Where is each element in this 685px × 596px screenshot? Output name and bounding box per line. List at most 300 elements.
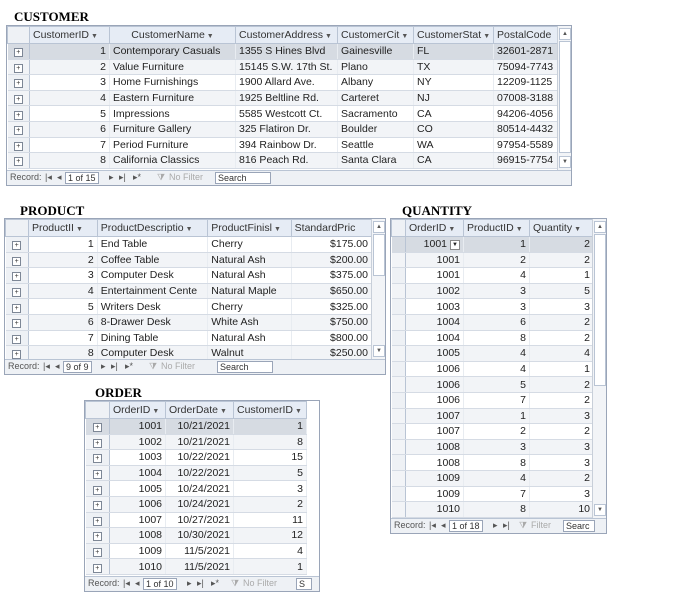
table-cell[interactable]: Coffee Table: [97, 252, 208, 268]
table-cell[interactable]: 5585 Westcott Ct.: [236, 106, 338, 122]
table-cell[interactable]: 11: [234, 512, 307, 528]
table-cell[interactable]: 325 Flatiron Dr.: [236, 121, 338, 137]
table-cell[interactable]: 1: [234, 559, 307, 575]
record-position[interactable]: 9 of 9: [63, 361, 92, 373]
column-header-productdescription[interactable]: ProductDescriptio ▼: [97, 220, 208, 237]
table-cell[interactable]: 8: [28, 346, 97, 362]
table-cell[interactable]: 1: [530, 361, 594, 377]
table-cell[interactable]: 1003: [406, 299, 464, 315]
table-row[interactable]: [6, 283, 372, 299]
row-selector[interactable]: [86, 481, 110, 497]
table-row[interactable]: [392, 377, 594, 393]
first-record-icon[interactable]: |◂: [43, 361, 50, 371]
table-cell[interactable]: 4: [464, 268, 530, 284]
table-cell[interactable]: 10/21/2021: [166, 419, 234, 435]
row-selector[interactable]: [86, 465, 110, 481]
table-row[interactable]: [8, 106, 559, 122]
table-cell[interactable]: 8: [234, 434, 307, 450]
table-cell[interactable]: Natural Maple: [208, 283, 291, 299]
table-cell[interactable]: Natural Ash: [208, 252, 291, 268]
row-selector[interactable]: [392, 502, 406, 518]
table-cell[interactable]: 3: [530, 299, 594, 315]
first-record-icon[interactable]: |◂: [429, 520, 436, 530]
row-selector[interactable]: [392, 314, 406, 330]
table-cell[interactable]: 1005: [406, 346, 464, 362]
table-cell[interactable]: Contemporary Casuals: [110, 44, 236, 60]
table-cell[interactable]: California Classics: [110, 153, 236, 169]
column-header-orderid[interactable]: OrderID ▼: [110, 402, 166, 419]
table-cell[interactable]: Value Furniture: [110, 59, 236, 75]
row-selector[interactable]: [392, 237, 406, 253]
table-cell[interactable]: 1001 ▼: [406, 237, 464, 253]
row-selector[interactable]: [392, 283, 406, 299]
row-selector[interactable]: [392, 268, 406, 284]
table-cell[interactable]: Albany: [338, 75, 414, 91]
plus-box-icon[interactable]: +: [93, 439, 102, 448]
table-cell[interactable]: CA: [414, 106, 494, 122]
table-row[interactable]: [86, 528, 307, 544]
table-row[interactable]: [86, 434, 307, 450]
table-cell[interactable]: Computer Desk: [97, 346, 208, 362]
row-selector[interactable]: [6, 268, 29, 284]
plus-box-icon[interactable]: +: [93, 454, 102, 463]
table-cell[interactable]: 8-Drawer Desk: [97, 314, 208, 330]
table-cell[interactable]: Gainesville: [338, 44, 414, 60]
table-cell[interactable]: Entertainment Cente: [97, 283, 208, 299]
table-cell[interactable]: 394 Rainbow Dr.: [236, 137, 338, 153]
record-position[interactable]: 1 of 15: [65, 172, 99, 184]
table-cell[interactable]: 11/5/2021: [166, 543, 234, 559]
table-row[interactable]: [6, 237, 372, 253]
row-selector[interactable]: [8, 153, 30, 169]
table-cell[interactable]: 8: [464, 455, 530, 471]
table-cell[interactable]: 7: [30, 137, 110, 153]
column-header-customerstate[interactable]: CustomerStat ▼: [414, 27, 494, 44]
plus-box-icon[interactable]: +: [14, 126, 23, 135]
table-row[interactable]: [6, 314, 372, 330]
row-selector[interactable]: [6, 283, 29, 299]
table-cell[interactable]: 1002: [110, 434, 166, 450]
table-cell[interactable]: 5: [234, 465, 307, 481]
table-cell[interactable]: 3: [464, 439, 530, 455]
table-cell[interactable]: Santa Clara: [338, 153, 414, 169]
table-cell[interactable]: Furniture Gallery: [110, 121, 236, 137]
table-cell[interactable]: 10/22/2021: [166, 450, 234, 466]
next-record-icon[interactable]: ▸: [109, 172, 114, 182]
previous-record-icon[interactable]: ◂: [441, 520, 446, 530]
record-position[interactable]: 1 of 10: [143, 578, 177, 590]
caret-down-icon[interactable]: ▼: [206, 33, 214, 40]
table-cell[interactable]: 2: [530, 314, 594, 330]
table-cell[interactable]: 1: [530, 268, 594, 284]
row-selector[interactable]: [86, 528, 110, 544]
table-cell[interactable]: Natural Ash: [208, 330, 291, 346]
table-row[interactable]: [8, 137, 559, 153]
scroll-up-icon[interactable]: ▲: [373, 221, 385, 233]
table-row[interactable]: [392, 424, 594, 440]
table-row[interactable]: [392, 455, 594, 471]
table-cell[interactable]: 3: [30, 75, 110, 91]
table-row[interactable]: [392, 408, 594, 424]
row-selector[interactable]: [6, 237, 29, 253]
caret-down-icon[interactable]: ▼: [273, 226, 281, 233]
row-selector[interactable]: [392, 252, 406, 268]
row-selector-header[interactable]: [86, 402, 110, 419]
table-cell[interactable]: Natural Ash: [208, 268, 291, 284]
table-cell[interactable]: Seattle: [338, 137, 414, 153]
table-cell[interactable]: 1009: [110, 543, 166, 559]
row-selector[interactable]: [8, 90, 30, 106]
caret-down-icon[interactable]: ▼: [91, 33, 98, 40]
table-row[interactable]: [392, 502, 594, 518]
table-cell[interactable]: 3: [28, 268, 97, 284]
first-record-icon[interactable]: |◂: [123, 578, 130, 588]
plus-box-icon[interactable]: +: [93, 548, 102, 557]
table-cell[interactable]: 1009: [406, 486, 464, 502]
row-selector[interactable]: [86, 434, 110, 450]
table-cell[interactable]: White Ash: [208, 314, 291, 330]
table-cell[interactable]: 4: [234, 543, 307, 559]
table-row[interactable]: [86, 450, 307, 466]
table-cell[interactable]: 5: [530, 283, 594, 299]
plus-box-icon[interactable]: +: [93, 501, 102, 510]
table-cell[interactable]: $200.00: [291, 252, 371, 268]
table-cell[interactable]: Writers Desk: [97, 299, 208, 315]
new-record-icon[interactable]: ▸*: [125, 361, 134, 371]
table-cell[interactable]: 12: [234, 528, 307, 544]
row-selector[interactable]: [8, 75, 30, 91]
table-cell[interactable]: Eastern Furniture: [110, 90, 236, 106]
table-row[interactable]: [6, 268, 372, 284]
table-cell[interactable]: $325.00: [291, 299, 371, 315]
previous-record-icon[interactable]: ◂: [135, 578, 140, 588]
table-cell[interactable]: 2: [530, 377, 594, 393]
column-header-productfinish[interactable]: ProductFinisl ▼: [208, 220, 291, 237]
table-row[interactable]: [86, 481, 307, 497]
table-row[interactable]: [8, 153, 559, 169]
row-selector[interactable]: [392, 330, 406, 346]
caret-down-icon[interactable]: ▼: [401, 33, 409, 40]
table-cell[interactable]: 1004: [406, 314, 464, 330]
table-row[interactable]: [392, 392, 594, 408]
row-selector[interactable]: [8, 137, 30, 153]
table-cell[interactable]: 7: [28, 330, 97, 346]
table-cell[interactable]: 10/24/2021: [166, 481, 234, 497]
table-row[interactable]: [392, 314, 594, 330]
table-cell[interactable]: 8: [464, 502, 530, 518]
table-cell[interactable]: Cherry: [208, 299, 291, 315]
table-cell[interactable]: 11/5/2021: [166, 559, 234, 575]
row-selector[interactable]: [8, 44, 30, 60]
table-cell[interactable]: 1001: [406, 268, 464, 284]
table-cell[interactable]: $750.00: [291, 314, 371, 330]
table-cell[interactable]: 10/27/2021: [166, 512, 234, 528]
scroll-thumb[interactable]: [373, 234, 385, 276]
table-row[interactable]: [8, 121, 559, 137]
row-selector[interactable]: [86, 543, 110, 559]
table-cell[interactable]: $175.00: [291, 237, 371, 253]
table-cell[interactable]: Plano: [338, 59, 414, 75]
table-cell[interactable]: NJ: [414, 90, 494, 106]
table-row[interactable]: [6, 252, 372, 268]
table-cell[interactable]: 15145 S.W. 17th St.: [236, 59, 338, 75]
scroll-up-icon[interactable]: ▲: [559, 28, 571, 40]
caret-down-icon[interactable]: ▼: [448, 226, 456, 233]
table-cell[interactable]: Boulder: [338, 121, 414, 137]
scroll-down-icon[interactable]: ▼: [594, 504, 606, 516]
plus-box-icon[interactable]: +: [93, 564, 102, 573]
last-record-icon[interactable]: ▸|: [111, 361, 118, 371]
next-record-icon[interactable]: ▸: [493, 520, 498, 530]
table-cell[interactable]: 1001: [406, 252, 464, 268]
table-cell[interactable]: 2: [530, 392, 594, 408]
table-cell[interactable]: Computer Desk: [97, 268, 208, 284]
table-cell[interactable]: 1007: [110, 512, 166, 528]
plus-box-icon[interactable]: +: [14, 157, 23, 166]
column-header-customerid[interactable]: CustomerID ▼: [234, 402, 307, 419]
table-cell[interactable]: FL: [414, 44, 494, 60]
table-cell[interactable]: 75094-7743: [494, 59, 559, 75]
table-cell[interactable]: 6: [28, 314, 97, 330]
table-cell[interactable]: 94206-4056: [494, 106, 559, 122]
row-selector[interactable]: [6, 299, 29, 315]
row-selector-header[interactable]: [6, 220, 29, 237]
table-row[interactable]: [8, 90, 559, 106]
table-cell[interactable]: Walnut: [208, 346, 291, 362]
table-cell[interactable]: 2: [234, 496, 307, 512]
row-selector[interactable]: [392, 470, 406, 486]
filter-icon[interactable]: ⧩: [519, 520, 528, 530]
caret-down-icon[interactable]: ▼: [483, 33, 491, 40]
plus-box-icon[interactable]: +: [93, 470, 102, 479]
table-cell[interactable]: 1007: [406, 408, 464, 424]
row-selector[interactable]: [86, 450, 110, 466]
table-cell[interactable]: 3: [464, 299, 530, 315]
table-cell[interactable]: 4: [464, 470, 530, 486]
table-cell[interactable]: CA: [414, 153, 494, 169]
table-cell[interactable]: 2: [530, 252, 594, 268]
table-cell[interactable]: Cherry: [208, 237, 291, 253]
vertical-scrollbar[interactable]: [592, 219, 606, 518]
table-row[interactable]: [392, 237, 594, 253]
column-header-orderdate[interactable]: OrderDate ▼: [166, 402, 234, 419]
plus-box-icon[interactable]: +: [93, 486, 102, 495]
table-cell[interactable]: 1008: [406, 439, 464, 455]
search-input[interactable]: Search: [217, 361, 273, 373]
table-row[interactable]: [392, 283, 594, 299]
plus-box-icon[interactable]: +: [12, 304, 21, 313]
last-record-icon[interactable]: ▸|: [197, 578, 204, 588]
row-selector[interactable]: [8, 106, 30, 122]
table-cell[interactable]: 8: [30, 153, 110, 169]
table-row[interactable]: [392, 330, 594, 346]
last-record-icon[interactable]: ▸|: [503, 520, 510, 530]
table-cell[interactable]: 12209-1125: [494, 75, 559, 91]
scroll-thumb[interactable]: [594, 234, 606, 386]
row-selector[interactable]: [86, 512, 110, 528]
caret-down-icon[interactable]: ▼: [574, 226, 582, 233]
table-cell[interactable]: 1008: [406, 455, 464, 471]
table-cell[interactable]: 2: [530, 237, 594, 253]
row-selector[interactable]: [392, 486, 406, 502]
table-cell[interactable]: 07008-3188: [494, 90, 559, 106]
filter-icon[interactable]: ⧩: [157, 172, 166, 182]
table-cell[interactable]: 10: [530, 502, 594, 518]
table-cell[interactable]: 2: [28, 252, 97, 268]
last-record-icon[interactable]: ▸|: [119, 172, 126, 182]
table-row[interactable]: [8, 44, 559, 60]
filter-status[interactable]: No Filter: [169, 172, 204, 182]
table-cell[interactable]: Sacramento: [338, 106, 414, 122]
table-cell[interactable]: 1009: [406, 470, 464, 486]
plus-box-icon[interactable]: +: [14, 64, 23, 73]
table-cell[interactable]: 3: [234, 481, 307, 497]
caret-down-icon[interactable]: ▼: [295, 408, 302, 415]
table-cell[interactable]: 5: [464, 377, 530, 393]
table-cell[interactable]: 2: [464, 252, 530, 268]
table-cell[interactable]: 1003: [110, 450, 166, 466]
table-cell[interactable]: 4: [28, 283, 97, 299]
table-cell[interactable]: 2: [530, 330, 594, 346]
table-cell[interactable]: 15: [234, 450, 307, 466]
table-cell[interactable]: 816 Peach Rd.: [236, 153, 338, 169]
table-cell[interactable]: 1: [464, 408, 530, 424]
caret-down-icon[interactable]: ▼: [515, 226, 523, 233]
table-cell[interactable]: $375.00: [291, 268, 371, 284]
vertical-scrollbar[interactable]: [371, 219, 385, 359]
table-row[interactable]: [392, 252, 594, 268]
row-selector[interactable]: [392, 361, 406, 377]
quantity-datasheet[interactable]: [390, 218, 607, 534]
table-cell[interactable]: 4: [464, 346, 530, 362]
column-header-productid[interactable]: ProductID ▼: [464, 220, 530, 237]
table-cell[interactable]: 97954-5589: [494, 137, 559, 153]
customer-datasheet[interactable]: [6, 25, 572, 186]
scroll-thumb[interactable]: [559, 41, 571, 153]
table-cell[interactable]: 5: [28, 299, 97, 315]
plus-box-icon[interactable]: +: [14, 95, 23, 104]
table-cell[interactable]: 6: [464, 314, 530, 330]
table-cell[interactable]: 8: [464, 330, 530, 346]
row-selector[interactable]: [86, 419, 110, 435]
dropdown-arrow-icon[interactable]: ▼: [450, 240, 460, 250]
table-cell[interactable]: 1: [464, 237, 530, 253]
table-cell[interactable]: 2: [530, 424, 594, 440]
product-datasheet[interactable]: [4, 218, 386, 375]
table-cell[interactable]: End Table: [97, 237, 208, 253]
table-cell[interactable]: 1900 Allard Ave.: [236, 75, 338, 91]
table-cell[interactable]: 1: [28, 237, 97, 253]
column-header-customeraddress[interactable]: CustomerAddress ▼: [236, 27, 338, 44]
table-row[interactable]: [392, 439, 594, 455]
plus-box-icon[interactable]: +: [12, 288, 21, 297]
table-cell[interactable]: 96915-7754: [494, 153, 559, 169]
filter-status[interactable]: No Filter: [161, 361, 196, 371]
table-cell[interactable]: CO: [414, 121, 494, 137]
table-cell[interactable]: 3: [530, 408, 594, 424]
table-row[interactable]: [392, 299, 594, 315]
table-cell[interactable]: 4: [530, 346, 594, 362]
column-header-customerid[interactable]: CustomerID ▼: [30, 27, 110, 44]
table-cell[interactable]: 7: [464, 392, 530, 408]
table-row[interactable]: [86, 419, 307, 435]
row-selector[interactable]: [392, 392, 406, 408]
table-cell[interactable]: 2: [30, 59, 110, 75]
table-row[interactable]: [86, 559, 307, 575]
scroll-down-icon[interactable]: ▼: [559, 156, 571, 168]
filter-status[interactable]: Filter: [531, 520, 551, 530]
table-row[interactable]: [8, 59, 559, 75]
table-cell[interactable]: 3: [530, 439, 594, 455]
row-selector[interactable]: [8, 121, 30, 137]
table-cell[interactable]: 80514-4432: [494, 121, 559, 137]
table-cell[interactable]: Dining Table: [97, 330, 208, 346]
table-cell[interactable]: 1: [30, 44, 110, 60]
caret-down-icon[interactable]: ▼: [152, 408, 160, 415]
row-selector[interactable]: [392, 408, 406, 424]
table-row[interactable]: [392, 268, 594, 284]
caret-down-icon[interactable]: ▼: [220, 408, 227, 415]
table-cell[interactable]: 10/22/2021: [166, 465, 234, 481]
table-cell[interactable]: Carteret: [338, 90, 414, 106]
search-input[interactable]: Searc: [563, 520, 595, 532]
plus-box-icon[interactable]: +: [93, 517, 102, 526]
plus-box-icon[interactable]: +: [12, 241, 21, 250]
column-header-standardprice[interactable]: StandardPric: [291, 220, 371, 237]
table-cell[interactable]: 6: [30, 121, 110, 137]
table-cell[interactable]: 1006: [406, 361, 464, 377]
table-cell[interactable]: NY: [414, 75, 494, 91]
row-selector[interactable]: [86, 496, 110, 512]
previous-record-icon[interactable]: ◂: [57, 172, 62, 182]
search-input[interactable]: S: [296, 578, 312, 590]
column-header-customername[interactable]: CustomerName ▼: [110, 27, 236, 44]
table-cell[interactable]: 2: [464, 424, 530, 440]
table-cell[interactable]: 10/30/2021: [166, 528, 234, 544]
table-cell[interactable]: WA: [414, 137, 494, 153]
plus-box-icon[interactable]: +: [12, 335, 21, 344]
filter-icon[interactable]: ⧩: [149, 361, 158, 371]
table-cell[interactable]: 5: [30, 106, 110, 122]
caret-down-icon[interactable]: ▼: [75, 226, 83, 233]
row-selector[interactable]: [392, 455, 406, 471]
next-record-icon[interactable]: ▸: [101, 361, 106, 371]
table-cell[interactable]: 1007: [406, 424, 464, 440]
filter-icon[interactable]: ⧩: [231, 578, 240, 588]
table-row[interactable]: [86, 465, 307, 481]
table-cell[interactable]: 2: [530, 470, 594, 486]
column-header-postalcode[interactable]: PostalCode: [494, 27, 559, 44]
table-cell[interactable]: 1002: [406, 283, 464, 299]
vertical-scrollbar[interactable]: [557, 26, 571, 170]
table-cell[interactable]: 1004: [406, 330, 464, 346]
new-record-icon[interactable]: ▸*: [211, 578, 220, 588]
table-cell[interactable]: 3: [530, 486, 594, 502]
row-selector[interactable]: [6, 252, 29, 268]
row-selector[interactable]: [392, 299, 406, 315]
table-cell[interactable]: 10/24/2021: [166, 496, 234, 512]
table-cell[interactable]: Home Furnishings: [110, 75, 236, 91]
table-cell[interactable]: 1006: [406, 392, 464, 408]
table-cell[interactable]: 4: [30, 90, 110, 106]
first-record-icon[interactable]: |◂: [45, 172, 52, 182]
table-cell[interactable]: 1925 Beltline Rd.: [236, 90, 338, 106]
plus-box-icon[interactable]: +: [12, 257, 21, 266]
table-cell[interactable]: 3: [530, 455, 594, 471]
scroll-up-icon[interactable]: ▲: [594, 221, 606, 233]
column-header-quantity[interactable]: Quantity ▼: [530, 220, 594, 237]
table-cell[interactable]: $250.00: [291, 346, 371, 362]
